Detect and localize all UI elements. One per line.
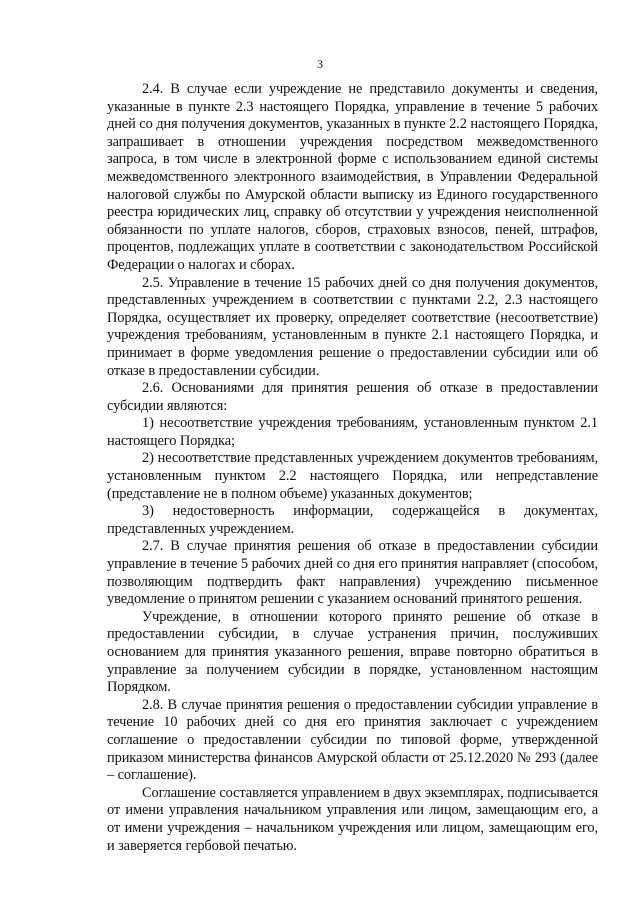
paragraph-2-4: 2.4. В случае если учреждение не представило документы и сведения, указанные в пункте 2.3 настоящего Порядка, управление в течение 5 рабочих дней со дня получения документов, указанных в пункте 2.2 настоящего Порядка, запрашивает в отношении учреждения посредством межведомственного запроса, в том числе в электронной форме с использованием единой системы межведомственного электронного взаимодействия, в Управлении Федеральной налоговой службы по Амурской области выписку из Единого государственного реестра юридических лиц, справку об отсутствии у учреждения неисполненной обязанности по уплате налогов, сборов, страховых взносов, пеней, штрафов, процентов, подлежащих уплате в соответствии с законодательством Российской Федерации о налогах и сборах. (107, 81, 598, 273)
paragraph-2-6: 2.6. Основаниями для принятия решения об отказе в предоставлении субсидии являются: (107, 380, 598, 414)
list-item-2: 2) несоответствие представленных учреждением документов требованиям, установленным пунктом 2.2 настоящего Порядка, или непредставление (представление не в полном объеме) указанных документов; (107, 450, 598, 502)
document-body (107, 81, 598, 855)
paragraph-2-8: 2.8. В случае принятия решения о предоставлении субсидии управление в течение 10 рабочих дней со дня его принятия заключает с учреждением соглашение о предоставлении субсидии по типовой форме, утвержденной приказом министерства финансов Амурской области от 25.12.2020 № 293 (далее – соглашение). (107, 696, 598, 784)
paragraph-agreement: Соглашение составляется управлением в двух экземплярах, подписывается от имени управления начальником управления или лицом, замещающим его, а от имени учреждения – начальником учреждения или лицом, замещающим его, и заверяется гербовой печатью. (107, 784, 598, 854)
list-item-1: 1) несоответствие учреждения требованиям, установленным пунктом 2.1 настоящего Порядка; (107, 415, 598, 449)
paragraph-2-7: 2.7. В случае принятия решения об отказе в предоставлении субсидии управление в течение 5 рабочих дней со дня его принятия направляет (способом, позволяющим подтвердить факт направления) учреждению письменное уведомление о принятом решении с указанием оснований принятого решения. (107, 538, 598, 608)
paragraph-2-5: 2.5. Управление в течение 15 рабочих дней со дня получения документов, представленных учреждением в соответствии с пунктами 2.2, 2.3 настоящего Порядка, осуществляет их проверку, определяет соответствие (несоответствие) учреждения требованиям, установленным в пункте 2.1 настоящего Порядка, и принимает в форме уведомления решение о предоставлении субсидии или об отказе в предоставлении субсидии. (107, 274, 598, 379)
list-item-3: 3) недостоверность информации, содержащейся в документах, представленных учреждением. (107, 503, 598, 537)
paragraph-repeat-application: Учреждение, в отношении которого принято решение об отказе в предоставлении субсидии, в случае устранения причин, послуживших основанием для принятия указанного решения, вправе повторно обратиться в управление за получением субсидии в порядке, установленном настоящим Порядком. (107, 608, 598, 696)
page-number: 3 (317, 57, 323, 71)
